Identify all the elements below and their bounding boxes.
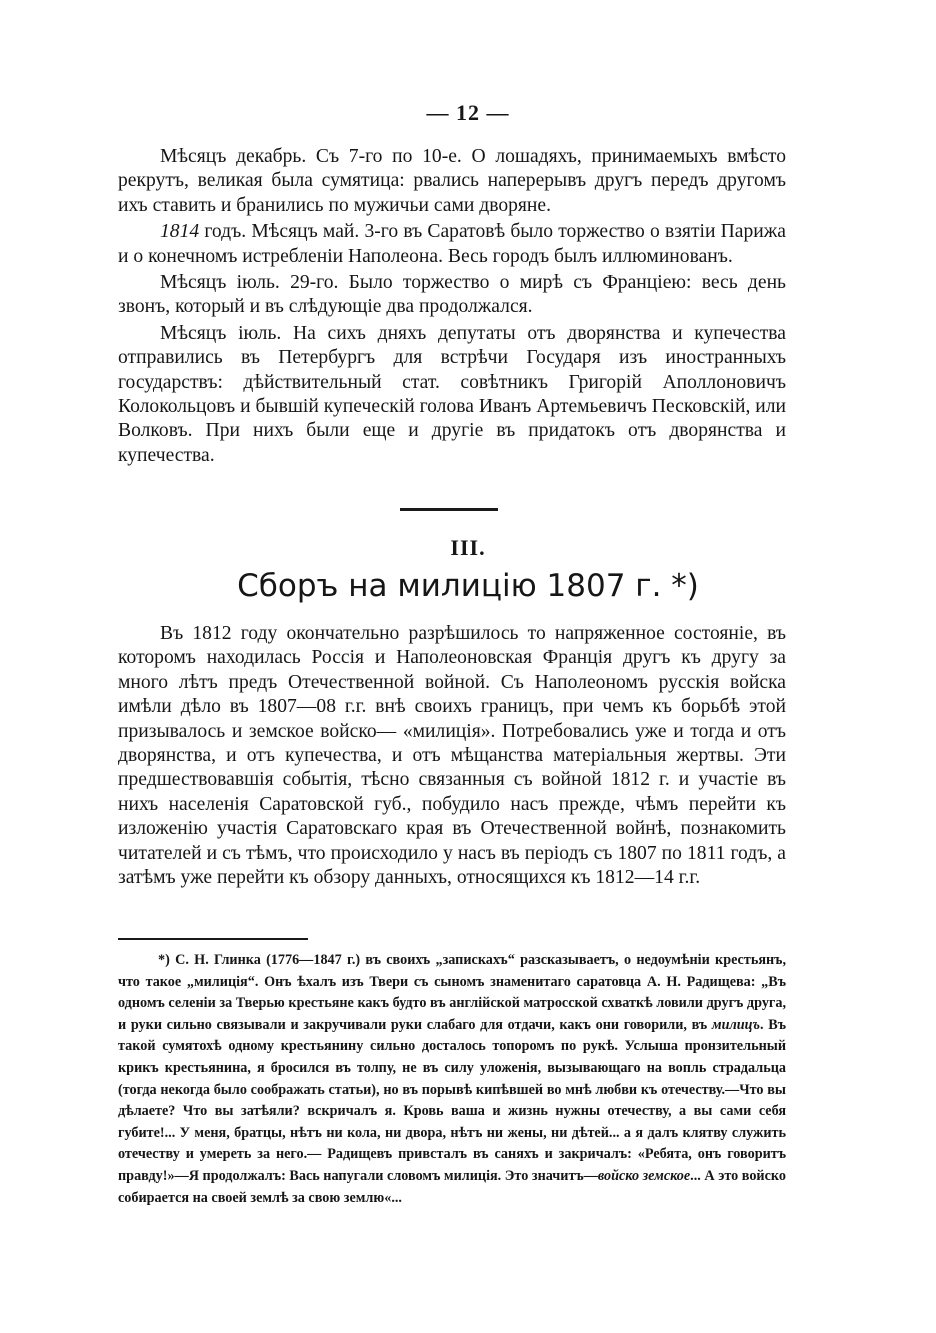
footnote-part-2: . Въ такой сумятохѣ одному крестьянину сильно досталось топоромъ по рукѣ. Услыша пронзительный крикъ крестьянина, я бросился въ толпу, не въ силу уложенія, вызывающаго на вопль страдальца (тогда некогда было соображать статьи), но въ порывѣ кипѣвшей во мнѣ любви къ отечеству.—Что вы дѣлаете? Что вы затѣяли? вскричалъ я. Кровь ваша и жизнь нужны отечеству, а вы сами себя губите!... У меня, братцы, нѣтъ ни кола, ни двора, нѣтъ ни жены, ни дѣтей... а я далъ клятву служить отечеству и умереть за него.— Радищевъ привсталъ въ саняхъ и закричалъ: «Ребята, онъ говоритъ правду!»—Я продолжалъ: Вась напугали словомъ милиція. Это значитъ—	[118, 1016, 787, 1184]
paragraph-december: Мѣсяцъ декабрь. Съ 7-го по 10-е. О лошадяхъ, принимаемыхъ вмѣсто рекрутъ, великая была сумятица: рвались наперерывъ другъ передъ другомъ ихъ ставить и бранились по мужичьи сами дворяне.	[118, 146, 786, 216]
paragraph-july-deputies: Мѣсяцъ іюль. На сихъ дняхъ депутаты отъ дворянства и купечества отправились въ Петербургъ для встрѣчи Государя изъ иностранныхъ государствъ: дѣйствительный стат. совѣтникъ Григорій Аполлоновичъ Колокольцовъ и бывшій купеческій голова Иванъ Артемьевичъ Песковскій, или Волковъ. При нихъ были еще и другіе въ придатокъ отъ дворянства и купечества.	[118, 322, 786, 466]
year-1814: 1814	[160, 221, 200, 243]
footnote-text	[118, 950, 786, 1209]
footnote	[118, 950, 786, 1209]
section-body	[118, 622, 786, 890]
chronicle-entries	[118, 145, 786, 468]
footnote-divider	[118, 938, 308, 940]
footnote-italic-militsy: милицъ	[711, 1016, 761, 1033]
footnote-italic-voisko: войско земское	[597, 1167, 691, 1184]
section-title: Сборъ на милицію 1807 г. *)	[237, 568, 699, 604]
paragraph-1814-may-text: годъ. Мѣсяцъ май. 3-го въ Саратовѣ было торжество о взятіи Парижа и о конечномъ истребленіи Наполеона. Весь городъ былъ иллюминованъ.	[118, 221, 786, 267]
paragraph-july-peace: Мѣсяцъ іюль. 29-го. Было торжество о мирѣ съ Франціею: весь день звонъ, который и въ слѣдующіе два продолжался.	[118, 272, 786, 318]
paragraph-1814-may	[118, 220, 786, 269]
section-paragraph: Въ 1812 году окончательно разрѣшилось то напряженное состояніе, въ которомъ находилась Россія и Наполеоновская Франція другъ къ другу за много лѣтъ предъ Отечественной войной. Съ Наполеономъ русскія войска имѣли дѣло въ 1807—08 г.г. внѣ своихъ границъ, при чемъ къ борьбѣ этой призывалось и земское войско— «милиція». Потребовались уже и тогда и отъ дворянства, и отъ купечества, и отъ мѣщанства матеріальныя жертвы. Эти предшествовавшія событія, тѣсно связанныя съ войной 1812 г. и участіе въ нихъ населенія Саратовской губ., побудило насъ прежде, чѣмъ перейти къ изложенію участія Саратовскаго края въ Отечественной войнѣ, познакомить читателей и съ тѣмъ, что происходило у насъ въ періодъ съ 1807 по 1811 годъ, а затѣмъ уже перейти къ обзору данныхъ, относящихся къ 1812—14 г.г.	[118, 623, 786, 889]
section-number: III.	[450, 535, 486, 560]
section-divider	[400, 508, 498, 511]
footnote-part-1: *) С. Н. Глинка (1776—1847 г.) въ своихъ „запискахъ“ разсказываетъ, о недоумѣніи крестьянъ, что такое „милиція“. Онъ ѣхалъ изъ Твери съ сыномъ знаменитаго саратовца А. Н. Радищева: „Въ одномъ селеніи за Тверью крестьяне какъ будто въ англійской матросской схваткѣ ловили другъ друга, и руки сильно связывали и закручивали руки слабаго для отдачи, какъ они говорили, въ	[118, 952, 786, 1033]
footnote-part-3: ... А это войско собирается на своей землѣ за свою землю«...	[118, 1167, 786, 1206]
page-number: — 12 —	[426, 100, 510, 125]
